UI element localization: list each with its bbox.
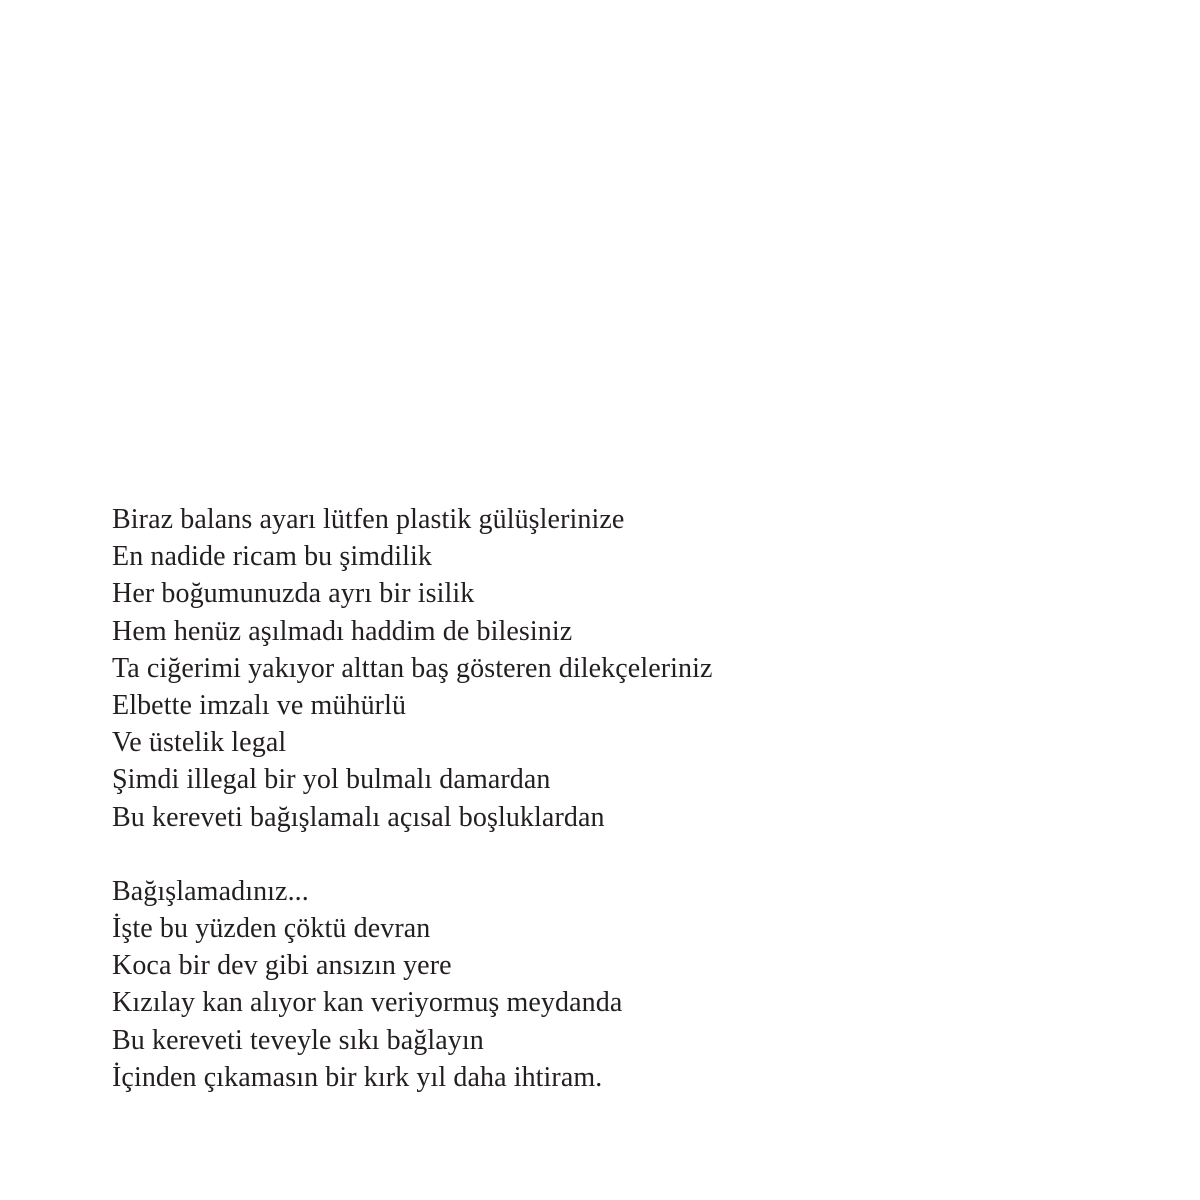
poem-line: Kızılay kan alıyor kan veriyormuş meydanda	[112, 987, 623, 1019]
poem-line: Elbette imzalı ve mühürlü	[112, 690, 407, 722]
poem-line: Koca bir dev gibi ansızın yere	[112, 950, 452, 982]
poem-line: İçinden çıkamasın bir kırk yıl daha ihtiram.	[112, 1061, 603, 1093]
poem-line: Her boğumunuzda ayrı bir isilik	[112, 578, 475, 610]
poem-line: Ve üstelik legal	[112, 727, 287, 759]
poem-line: Bağışlamadınız...	[112, 875, 309, 907]
stanza-2	[112, 873, 1112, 1096]
poem-line: Biraz balans ayarı lütfen plastik gülüşlerinize	[112, 504, 625, 535]
stanza-1	[112, 501, 1112, 836]
poem-line: Şimdi illegal bir yol bulmalı damardan	[112, 764, 551, 796]
poem-line: Bu kereveti bağışlamalı açısal boşluklardan	[112, 801, 605, 833]
poem-text	[112, 501, 1112, 1096]
poem-line: Hem henüz aşılmadı haddim de bilesiniz	[112, 615, 573, 647]
poem-line: En nadide ricam bu şimdilik	[112, 541, 432, 573]
poem-line: Bu kereveti teveyle sıkı bağlayın	[112, 1024, 484, 1056]
poem-line: İşte bu yüzden çöktü devran	[112, 913, 431, 945]
poem-line: Ta ciğerimi yakıyor alttan baş gösteren dilekçeleriniz	[112, 652, 713, 684]
